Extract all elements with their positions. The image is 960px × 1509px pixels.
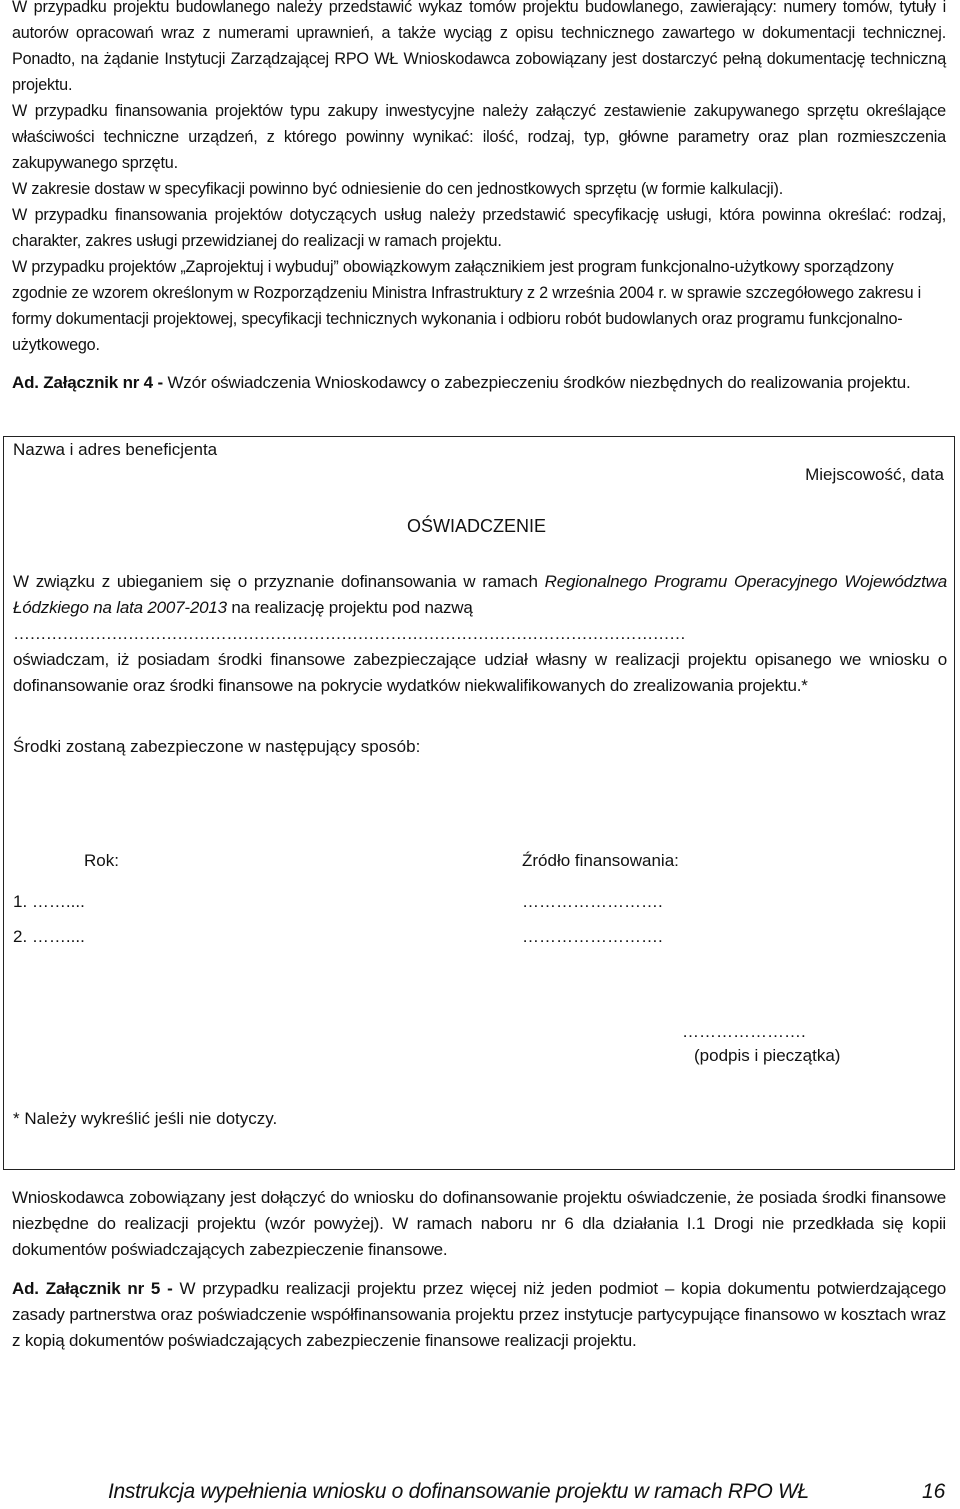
page-number: 16	[922, 1480, 946, 1503]
year-column-label: Rok:	[84, 851, 119, 870]
project-name-dots: ……………………………………………………………………………………………………………	[13, 624, 686, 643]
declaration-intro: W związku z ubieganiem się o przyznanie dofinansowania w ramach	[13, 572, 545, 591]
declaration-intro-end: na realizację projektu pod nazwą	[226, 598, 473, 617]
signature-dots: ………………….	[682, 1022, 806, 1041]
row1-year: 1. ……....	[13, 892, 85, 911]
paragraph-investment-purchases: W przypadku finansowania projektów typu zakupy inwestycyjne należy załączyć zestawienie zakupywanego sprzętu określające właściwości techniczne urządzeń, z którego powinny wynikać: ilość, rodzaj, typ, główne parametry oraz plan rozmieszczenia zakupywanego sprzętu.	[12, 102, 946, 172]
place-date-label: Miejscowość, data	[805, 465, 944, 484]
attachment-5-text: W przypadku realizacji projektu przez więcej niż jeden podmiot – kopia dokumentu potwierdzającego zasady partnerstwa oraz poświadczenie współfinansowania projektu przez instytucje partycypujące finansowo w kosztach wraz z kopią dokumentów poświadczających zabezpieczenie finansowe realizacji projektu.	[12, 1279, 946, 1350]
declaration-body	[13, 569, 947, 699]
row2-source: …………………….	[522, 927, 663, 946]
beneficiary-name-label: Nazwa i adres beneficjenta	[13, 440, 218, 459]
row2-year: 2. ……....	[13, 927, 85, 946]
funds-secured-label: Środki zostaną zabezpieczone w następujący sposób:	[13, 737, 421, 756]
attachment-4-text: Wzór oświadczenia Wnioskodawcy o zabezpieczeniu środków niezbędnych do realizowania projektu.	[162, 373, 911, 392]
program-name: Regionalnego Programu Operacyjnego Województwa Łódzkiego na lata 2007-2013	[13, 572, 948, 617]
footer-title: Instrukcja wypełnienia wniosku o dofinansowanie projektu w ramach RPO WŁ	[108, 1480, 809, 1503]
paragraph-deliveries: W zakresie dostaw w specyfikacji powinno być odniesienie do cen jednostkowych sprzętu (w formie kalkulacji).	[12, 180, 784, 198]
row1-source: …………………….	[522, 892, 663, 911]
paragraph-services: W przypadku finansowania projektów dotyczących usług należy przedstawić specyfikację usługi, która powinna określać: rodzaj, charakter, zakres usługi przewidzianej do realizacji w ramach projektu.	[12, 206, 946, 250]
footnote: * Należy wykreślić jeśli nie dotyczy.	[13, 1109, 278, 1128]
declaration-title: OŚWIADCZENIE	[407, 516, 547, 536]
attachment-5-prefix: Ad. Załącznik nr 5 -	[12, 1279, 173, 1298]
source-column-label: Źródło finansowania:	[522, 851, 679, 870]
attachment-5-section	[12, 1276, 946, 1354]
paragraph-applicant-obligation: Wnioskodawca zobowiązany jest dołączyć do wniosku do dofinansowanie projektu oświadczenie, że posiada środki finansowe niezbędne do realizacji projektu (wzór powyżej). W ramach naboru nr 6 dla działania I.1 Drogi nie przedkłada się kopii dokumentów poświadczających zabezpieczenie finansowe.	[12, 1188, 946, 1259]
paragraph-project-volumes: W przypadku projektu budowlanego należy przedstawić wykaz tomów projektu budowlanego, zawierający: numery tomów, tytuły i autorów opracowań wraz z numerami uprawnień, a także wyciąg z opisu technicznego zawartego w dokumentacji technicznej. Ponadto, na żądanie Instytucji Zarządzającej RPO WŁ Wnioskodawca zobowiązany jest dostarczyć pełną dokumentację techniczną projektu.	[12, 0, 946, 94]
paragraph-design-build: W przypadku projektów „Zaprojektuj i wybuduj” obowiązkowym załącznikiem jest program funkcjonalno-użytkowy sporządzony zgodnie ze wzorem określonym w Rozporządzeniu Ministra Infrastruktury z 2 września 2004 r. w sprawie szczegółowego zakresu i formy dokumentacji projektowej, specyfikacji technicznych wykonania i odbioru robót budowlanych oraz programu funkcjonalno-użytkowego.	[12, 258, 922, 354]
attachment-4-prefix: Ad. Załącznik nr 4 -	[12, 373, 163, 392]
after-form-section	[12, 1185, 946, 1263]
attachment-4-heading	[12, 370, 946, 396]
top-section	[12, 0, 946, 358]
signature-label: (podpis i pieczątka)	[694, 1046, 841, 1065]
declaration-statement: oświadczam, iż posiadam środki finansowe zabezpieczające udział własny w realizacji projektu opisanego we wniosku o dofinansowanie oraz środki finansowe na pokrycie wydatków niekwalifikowanych do zrealizowania projektu.*	[13, 650, 947, 695]
declaration-form	[3, 436, 955, 1170]
